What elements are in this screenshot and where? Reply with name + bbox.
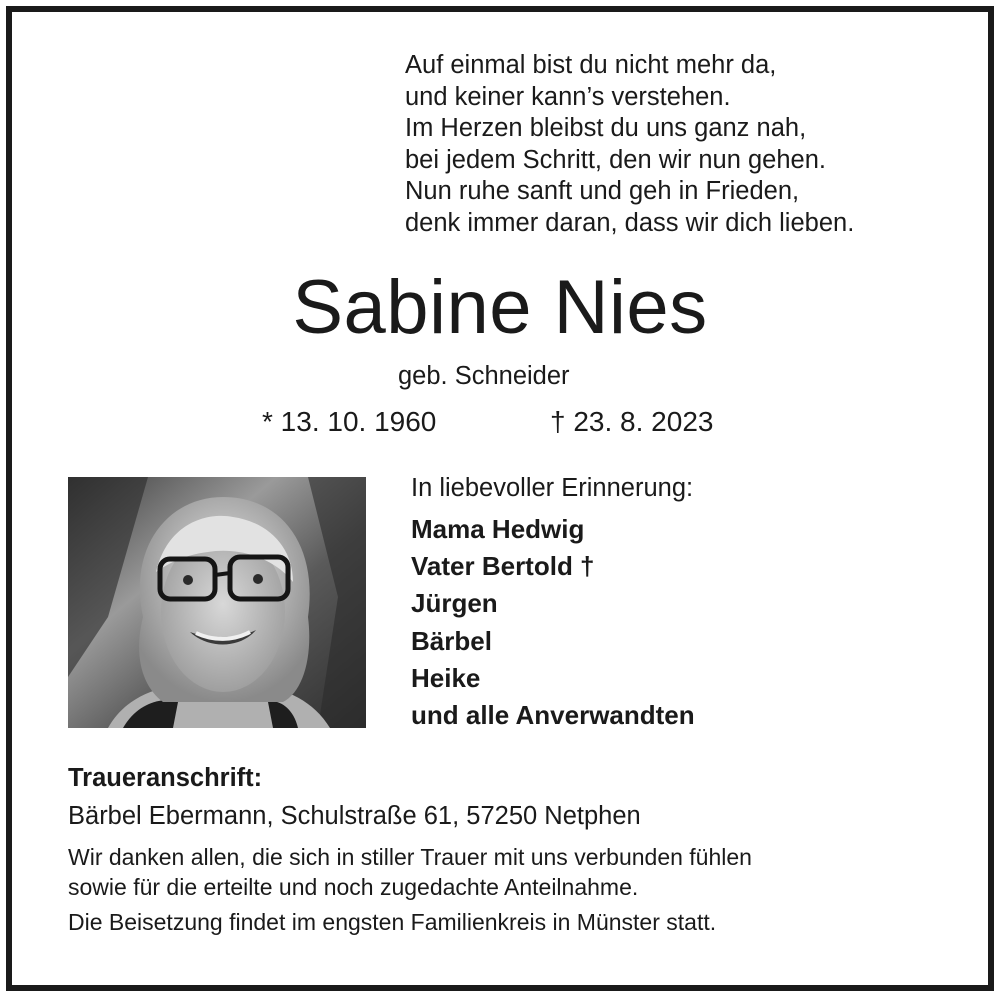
family-member: Vater Bertold † bbox=[411, 551, 595, 582]
family-list bbox=[411, 511, 695, 734]
thanks-line: Wir danken allen, die sich in stiller Trauer mit uns verbunden fühlen bbox=[68, 844, 752, 870]
poem-line: Nun ruhe sanft und geh in Frieden, bbox=[405, 177, 800, 205]
thanks-line: sowie für die erteilte und noch zugedachte Anteilnahme. bbox=[68, 874, 639, 900]
poem-line: Auf einmal bist du nicht mehr da, bbox=[405, 51, 777, 79]
deceased-name: Sabine Nies bbox=[292, 265, 708, 350]
maiden-name: geb. Schneider bbox=[398, 362, 570, 390]
poem-line: Im Herzen bleibst du uns ganz nah, bbox=[405, 114, 807, 142]
thanks-text bbox=[68, 842, 752, 902]
poem-line: bei jedem Schritt, den wir nun gehen. bbox=[405, 145, 826, 174]
birth-date: * 13. 10. 1960 bbox=[262, 406, 437, 437]
burial-note: Die Beisetzung findet im engsten Familienkreis in Münster statt. bbox=[68, 909, 717, 935]
poem-line: denk immer daran, dass wir dich lieben. bbox=[405, 208, 855, 237]
poem-line: und keiner kann’s verstehen. bbox=[405, 82, 731, 111]
address-text: Bärbel Ebermann, Schulstraße 61, 57250 Netphen bbox=[68, 802, 641, 830]
memory-label: In liebevoller Erinnerung: bbox=[411, 474, 694, 502]
family-member: Heike bbox=[411, 662, 481, 693]
family-member: Bärbel bbox=[411, 625, 492, 656]
family-member: und alle Anverwandten bbox=[411, 700, 695, 731]
poem bbox=[405, 50, 854, 239]
family-member: Mama Hedwig bbox=[411, 514, 585, 544]
address-heading: Traueranschrift: bbox=[68, 764, 263, 792]
portrait-photo bbox=[68, 477, 366, 728]
death-date: † 23. 8. 2023 bbox=[550, 406, 714, 437]
family-member: Jürgen bbox=[411, 588, 498, 619]
